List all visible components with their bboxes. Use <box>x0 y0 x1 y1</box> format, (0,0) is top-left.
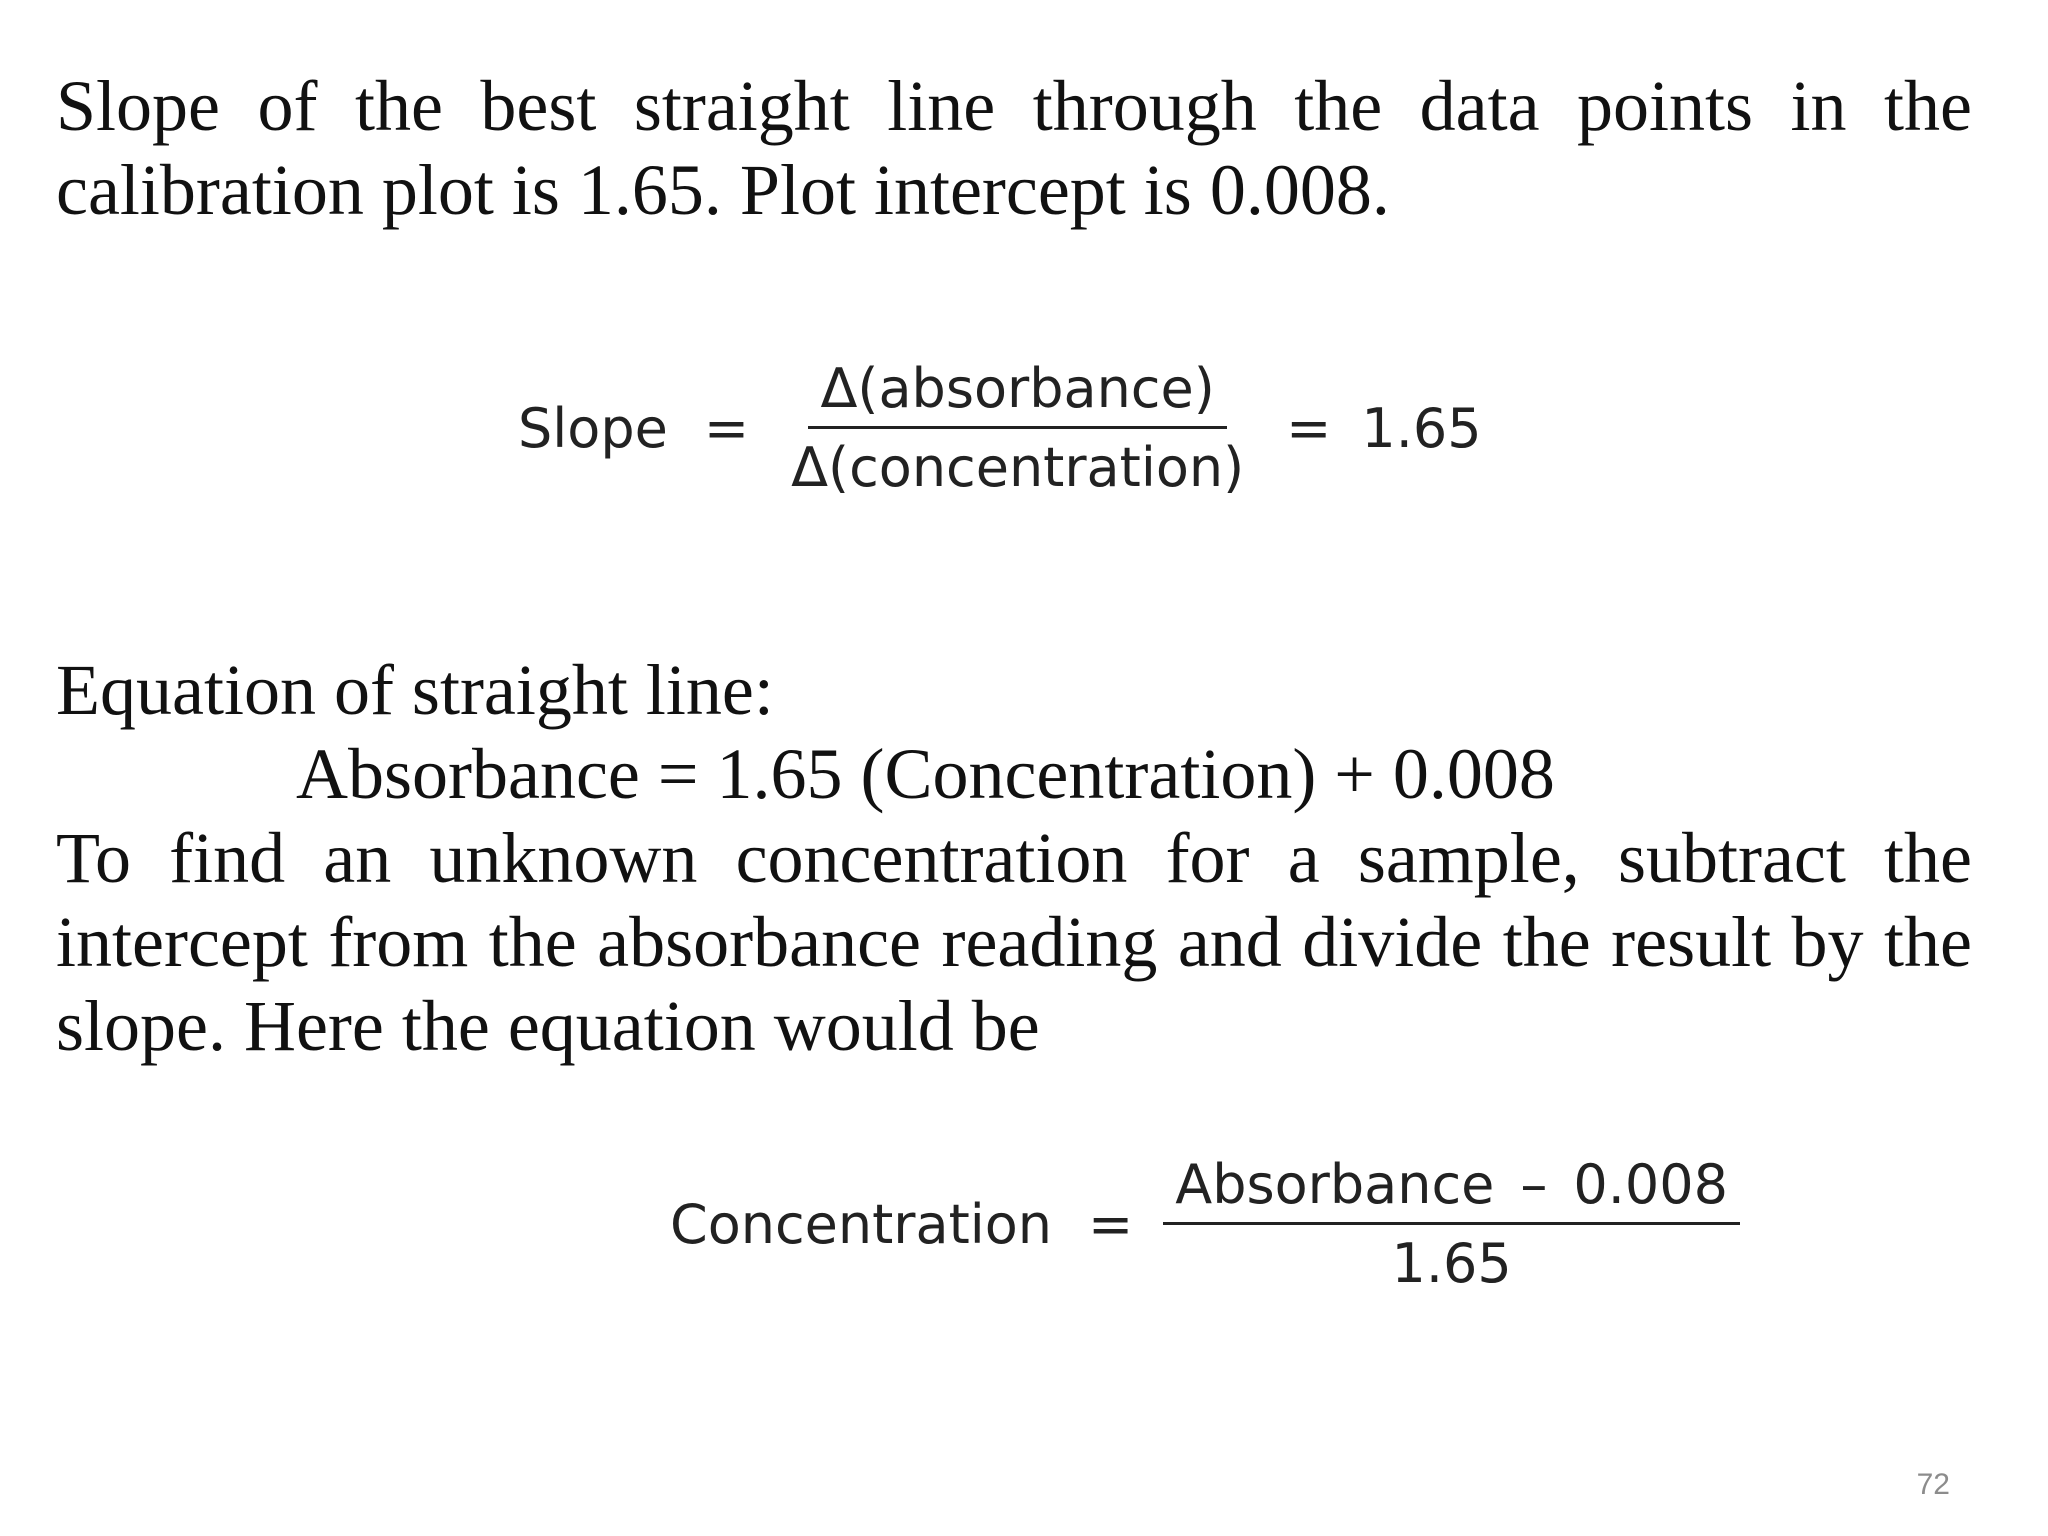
straight-line-equation: Absorbance = 1.65 (Concentration) + 0.008 <box>296 734 1555 814</box>
page-number: 72 <box>1916 1468 1950 1501</box>
concentration-numerator <box>1163 1153 1740 1225</box>
concentration-formula <box>670 1153 1740 1295</box>
concentration-formula-equals: = <box>1088 1192 1134 1256</box>
slope-denominator: Δ(concentration) <box>791 436 1245 499</box>
concentration-denominator: 1.65 <box>1391 1232 1512 1295</box>
concentration-formula-lhs: Concentration <box>670 1192 1053 1256</box>
concentration-fraction <box>1163 1153 1740 1295</box>
instruction-paragraph: To find an unknown concentration for a sample, subtract the intercept from the absorbance reading and divide the result by the slope. Here the equation would be <box>56 818 1972 1066</box>
numerator-absorbance: Absorbance <box>1175 1153 1495 1216</box>
intro-paragraph: Slope of the best straight line through the data points in the calibration plot is 1.65. Plot intercept is 0.008. <box>56 66 1972 230</box>
equation-heading: Equation of straight line: <box>56 650 774 730</box>
slope-fraction <box>779 357 1256 499</box>
numerator-minus: – <box>1520 1153 1548 1216</box>
slope-formula-lhs: Slope <box>518 396 668 460</box>
numerator-intercept: 0.008 <box>1573 1153 1728 1216</box>
slope-result-value: 1.65 <box>1361 396 1482 460</box>
slope-result-equals: = <box>1286 396 1332 460</box>
slope-formula-equals: = <box>703 396 750 460</box>
slope-numerator: Δ(absorbance) <box>808 362 1226 429</box>
slope-formula <box>518 357 1482 499</box>
